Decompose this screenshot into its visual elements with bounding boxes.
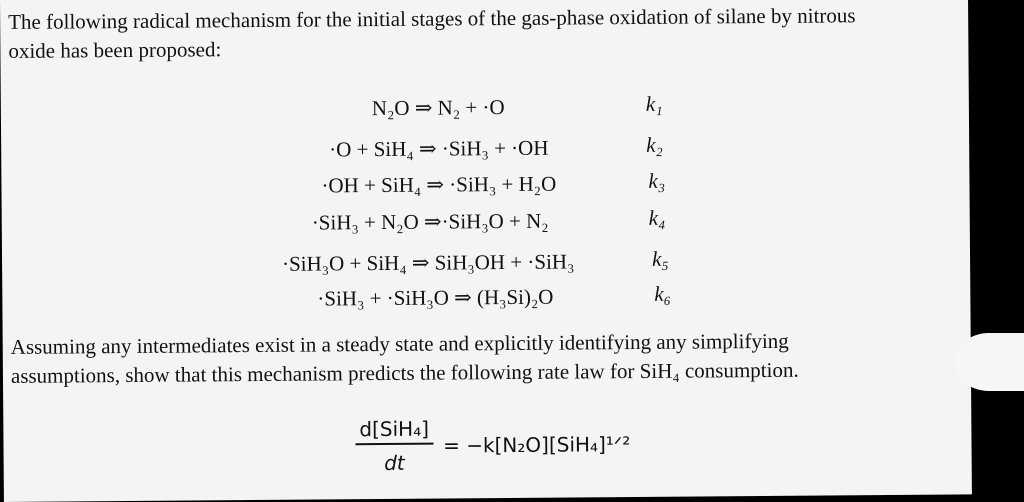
rate-law-fraction: [355, 417, 433, 475]
rate-constant-5: k₅: [651, 246, 669, 271]
rate-law-numerator: d[SiH₄]: [359, 416, 430, 442]
rate-law-rhs: = −k[N₂O][SiH₄]¹ᐟ²: [443, 431, 631, 458]
reaction-1: N₂O ⇒ N₂ + ·O: [371, 95, 505, 121]
intro-line-2: oxide has been proposed:: [8, 37, 222, 63]
reaction-6: ·SiH₃ + ·SiH₃O ⇒ (H₃Si)₂O: [317, 284, 554, 311]
reaction-2: ·O + SiH₄ ⇒ ·SiH₃ + ·OH: [329, 135, 549, 162]
question-paragraph: [11, 325, 1024, 391]
intro-paragraph: [8, 0, 1024, 66]
intro-line-1: The following radical mechanism for the initial stages of the gas-phase oxidation of silane by nitrous: [8, 3, 856, 34]
white-blob: [954, 333, 1024, 391]
rate-law-denominator: dt: [384, 450, 405, 475]
question-line-1: Assuming any intermediates exist in a steady state and explicitly identifying any simplifying: [10, 328, 789, 359]
rate-law-equation: [355, 415, 630, 475]
rate-constant-3: k₃: [648, 168, 666, 193]
rate-constant-2: k₂: [646, 132, 663, 157]
reaction-3: ·OH + SiH₄ ⇒ ·SiH₃ + H₂O: [321, 171, 557, 198]
rate-constant-1: k₁: [645, 91, 663, 116]
reaction-5: ·SiH₃O + SiH₄ ⇒ SiH₃OH + ·SiH₃: [281, 249, 575, 276]
rate-constant-6: k₆: [654, 281, 672, 306]
reaction-4: ·SiH₃ + N₂O ⇒·SiH₃O + N₂: [311, 208, 549, 235]
rate-constant-4: k₄: [648, 205, 666, 230]
question-line-2: assumptions, show that this mechanism predicts the following rate law for SiH₄ consumption.: [10, 357, 799, 388]
